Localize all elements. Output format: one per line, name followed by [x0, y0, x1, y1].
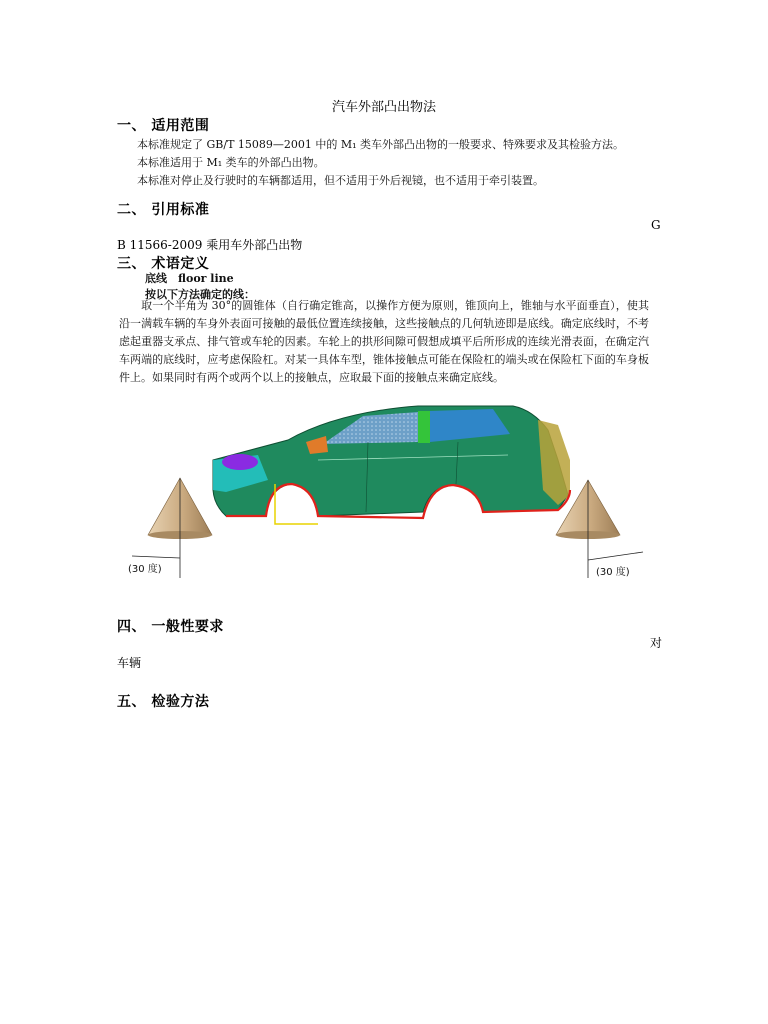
general-line-2: 车辆	[117, 656, 142, 670]
section-heading-test: 五、 检验方法	[117, 694, 210, 710]
scope-line-2: 本标准适用于 M₁ 类车的外部凸出物。	[137, 156, 325, 169]
section-heading-general: 四、 一般性要求	[117, 619, 224, 635]
section-heading-terms: 三、 术语定义	[117, 256, 210, 272]
car-headlight	[222, 454, 258, 470]
term-definition-text: 取一个半角为 30°的圆锥体（自行确定锥高，以操作方便为原则，锥顶向上，锥轴与水平面垂直），使其沿一满载车辆的车身外表面可接触的最低位置连续接触，这些接触点的几何轨迹即是底线。确定底线时，不考虑起重器支承点、排气管或车轮的因素。车轮上的拱形间隙可假想成填平后所形成的连续光滑表面，在确定汽车两端的底线时，应考虑保险杠。对某一具体车型，锥体接触点可能在保险杠的端头或在保险杠下面的车身板件上。如果同时有两个或两个以上的接触点，应取最下面的接触点来确定底线。	[119, 299, 649, 384]
term-floor-line: 底线 floor line	[145, 272, 234, 285]
scope-line-3: 本标准对停止及行驶时的车辆都适用，但不适用于外后视镜，也不适用于牵引装置。	[137, 174, 544, 187]
document-title: 汽车外部凸出物法	[331, 100, 436, 115]
general-line-end: 对	[650, 636, 663, 650]
term-definition-body	[119, 297, 649, 387]
floor-line-figure	[118, 400, 648, 582]
car-floor-line-diagram	[118, 400, 648, 582]
right-angle-label: (30 度)	[596, 567, 630, 578]
reference-g-letter: G	[651, 218, 661, 232]
section-heading-reference: 二、 引用标准	[117, 202, 210, 218]
left-angle-label: (30 度)	[128, 564, 162, 575]
reference-standard-line: B 11566-2009 乘用车外部凸出物	[117, 238, 303, 252]
right-cone-angle-line	[588, 552, 643, 560]
section-heading-scope: 一、 适用范围	[117, 118, 210, 134]
left-cone-angle-line	[132, 556, 180, 558]
car-b-pillar	[418, 411, 430, 443]
scope-line-1: 本标准规定了 GB/T 15089—2001 中的 M₁ 类车外部凸出物的一般要求、特殊要求及其检验方法。	[137, 138, 625, 151]
term-method-intro: 按以下方法确定的线：	[145, 288, 255, 301]
